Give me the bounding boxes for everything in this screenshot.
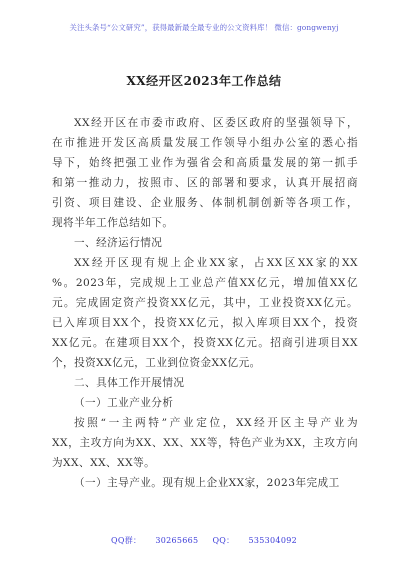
text-line: XX经开区现有规上企业XX家，占XX区XX家的XX: [74, 257, 358, 269]
header-promo-note: 关注头条号“公文研究”，获得最新最全最专业的公文资料库！ 微信：gongwenyj: [69, 23, 339, 32]
text-line: （一）主导产业。现有规上企业XX家，2023年完成工: [74, 477, 340, 489]
qq-contact-info: [212, 536, 297, 545]
paragraph-section-1: [52, 233, 358, 253]
text-line: %。2023年，完成规上工业总产值XX亿元，增加值XX亿: [52, 277, 358, 289]
text-line: XX亿元。在建项目XX个，投资XX亿元。招商引进项目XX: [52, 337, 358, 349]
text-line: 按照“一主两特”产业定位，XX经开区主导产业为: [74, 417, 358, 429]
qq-group-label: QQ群：: [111, 536, 142, 545]
paragraph-intro: [52, 113, 358, 233]
document-body: [52, 113, 358, 493]
text-line: 和第一推动力，按照市、区的部署和要求，认真开展招商: [52, 177, 358, 189]
paragraph-section-2: [52, 373, 358, 393]
text-line: 为XX、XX、XX等。: [52, 457, 156, 469]
footer-contact-note: [0, 535, 408, 546]
text-line: 二、具体工作开展情况: [74, 377, 185, 389]
paragraph-main-industry: [52, 473, 358, 493]
qq-group-number: 30265665: [155, 536, 199, 545]
text-line: 现将半年工作总结如下。: [52, 217, 174, 229]
text-line: 个，投资XX亿元，工业到位资金XX亿元。: [52, 357, 261, 369]
qq-contact-label: QQ：: [212, 536, 235, 545]
text-line: 引资、项目建设、企业服务、体制机制创新等各项工作，: [52, 197, 358, 209]
paragraph-economy: [52, 253, 358, 373]
paragraph-subsection-1: [52, 393, 358, 413]
text-line: 在市推进开发区高质量发展工作领导小组办公室的悉心指: [52, 137, 358, 149]
text-line: XX，主攻方向为XX、XX、XX等，特色产业为XX，主攻方向: [52, 437, 358, 449]
text-line: XX经开区在市委市政府、区委区政府的坚强领导下，: [74, 117, 358, 129]
qq-contact-number: 535304092: [248, 536, 297, 545]
qq-group-info: [111, 536, 198, 545]
paragraph-industry: [52, 413, 358, 473]
text-line: 元。完成固定资产投资XX亿元，其中，工业投资XX亿元。: [52, 297, 358, 309]
text-line: 一、经济运行情况: [74, 237, 163, 249]
document-title: XX经开区2023年工作总结: [126, 74, 282, 88]
text-line: 导下，始终把强工业作为强省会和高质量发展的第一抓手: [52, 157, 358, 169]
text-line: 已入库项目XX个，投资XX亿元，拟入库项目XX个，投资: [52, 317, 358, 329]
text-line: （一）工业产业分析: [74, 397, 174, 409]
